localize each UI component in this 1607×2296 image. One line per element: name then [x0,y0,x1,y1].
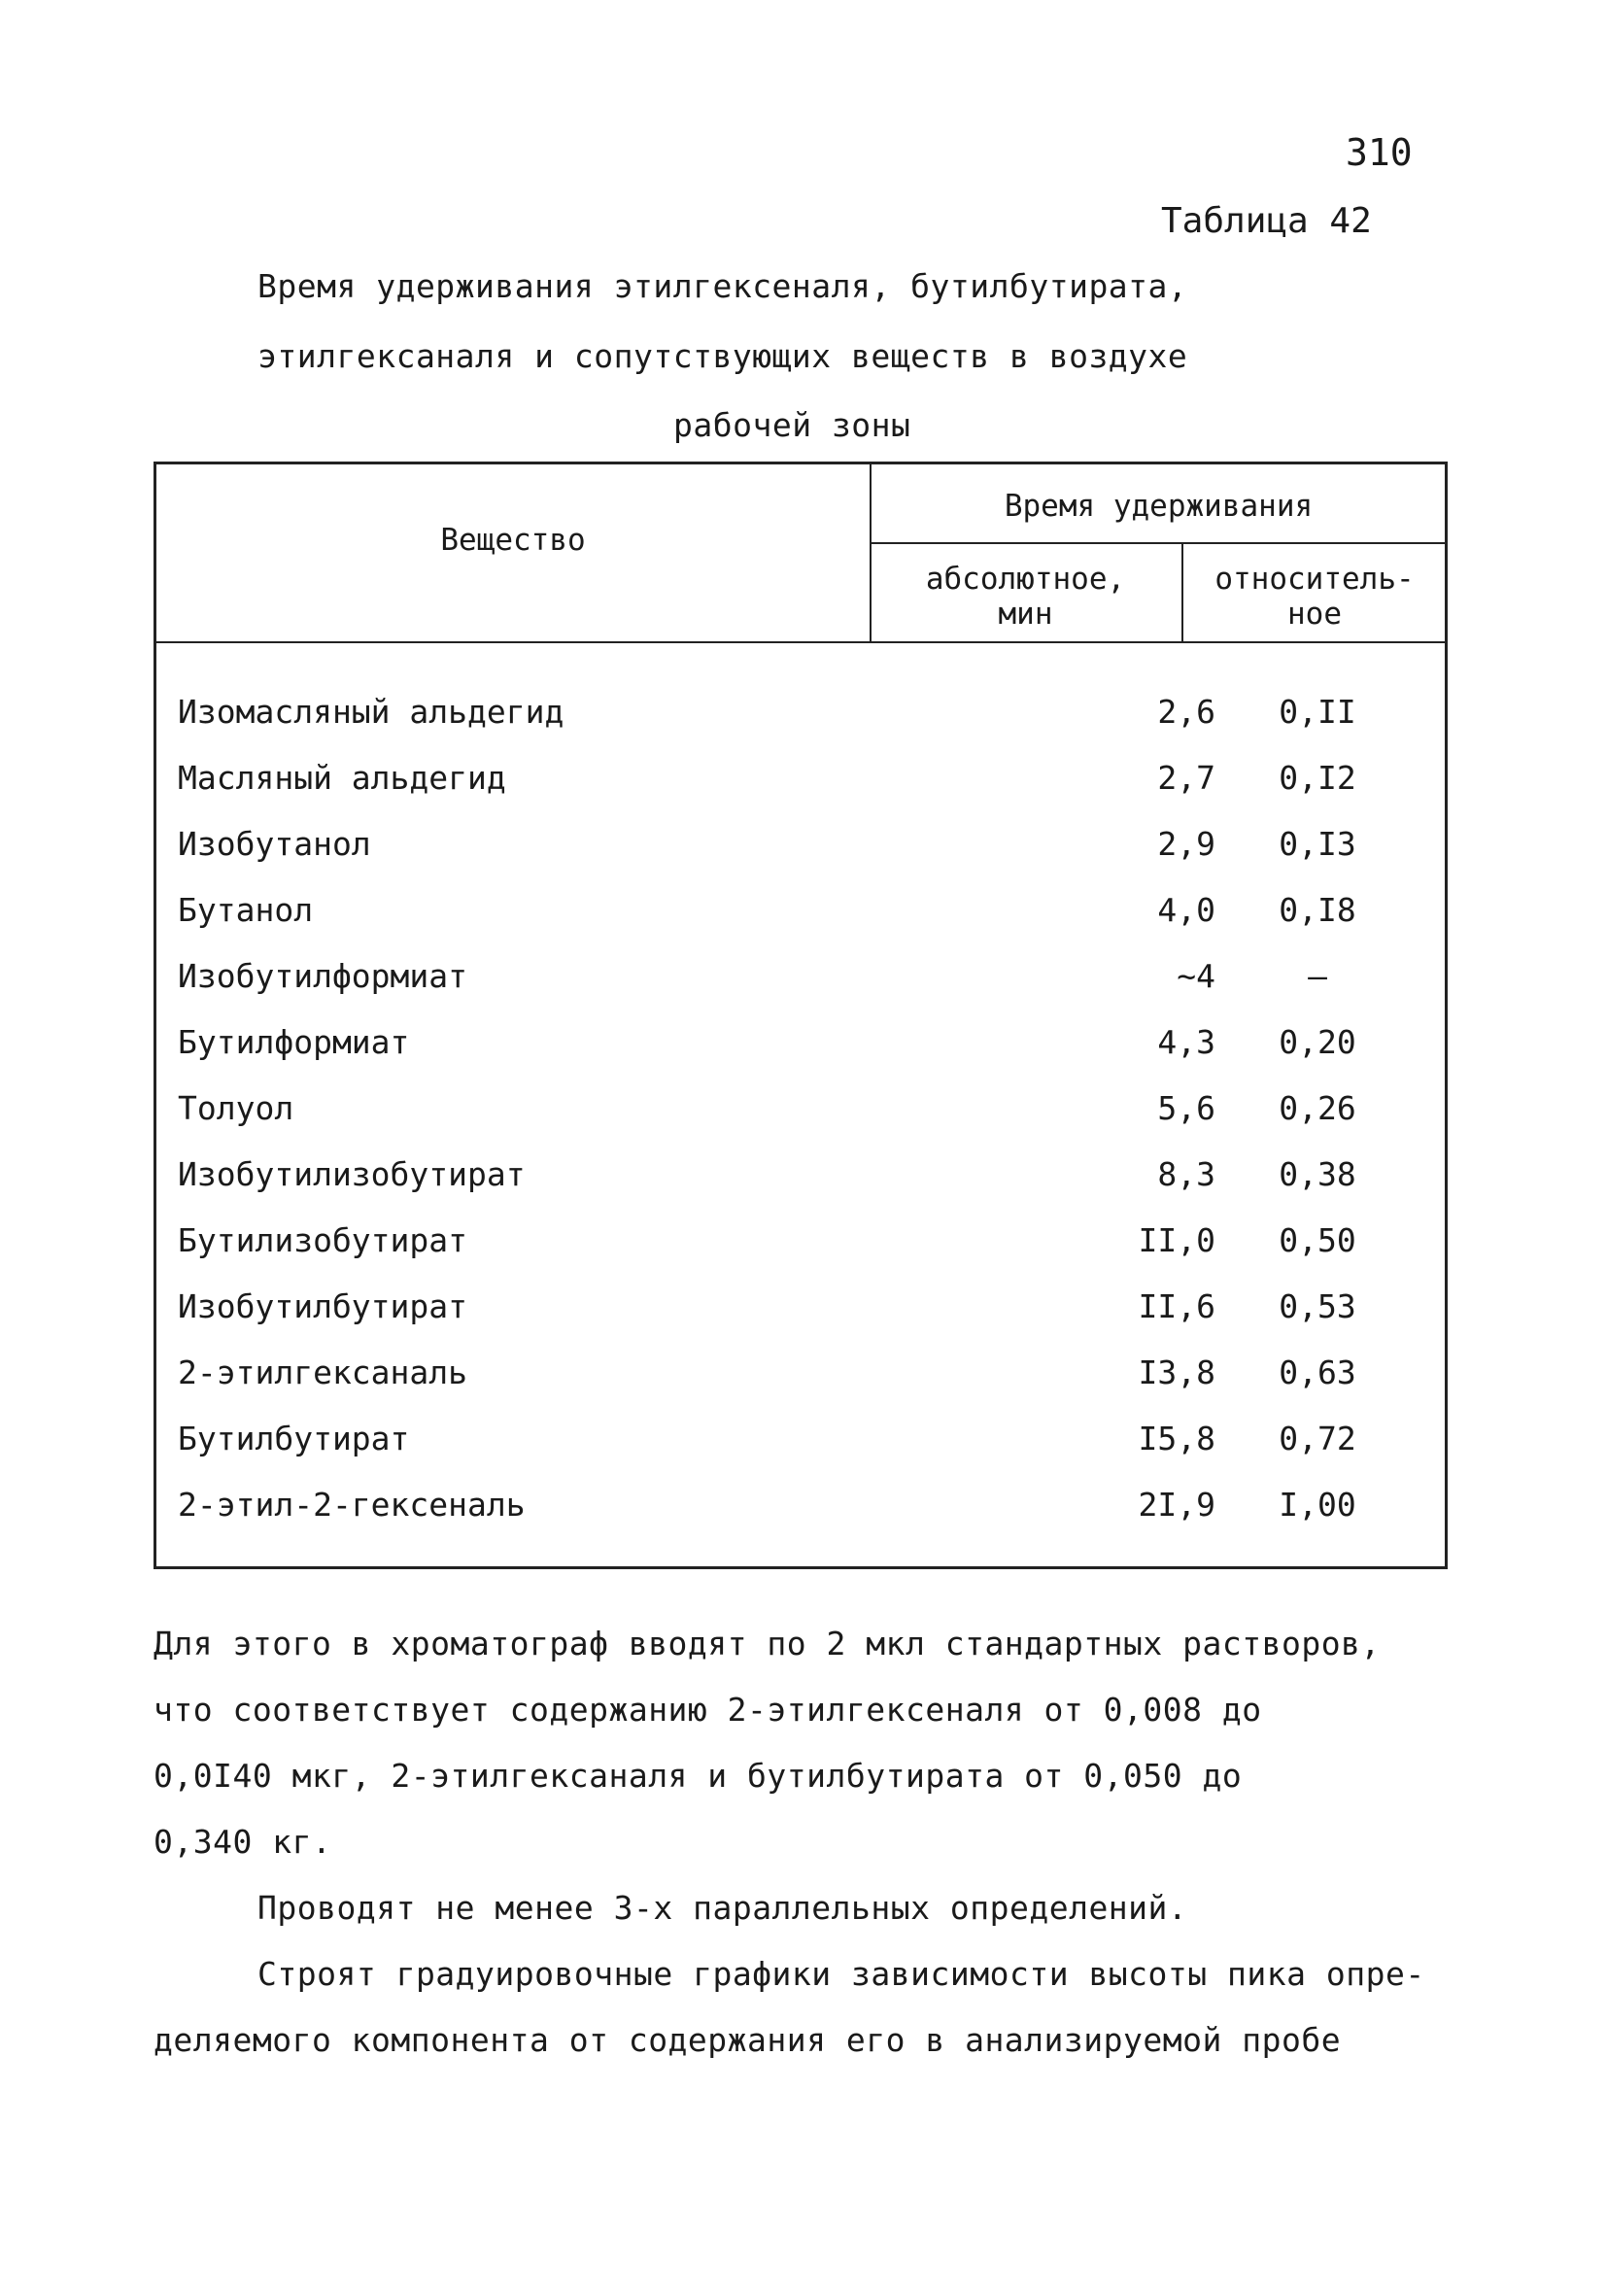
substance-name: Изобутилформиат [178,957,468,995]
substance-name: Изобутилизобутират [178,1155,526,1193]
substance-name: Бутилизобутират [178,1221,468,1259]
relative-time: 0,20 [1279,1023,1356,1061]
substance-name: Бутанол [178,891,314,929]
absolute-time: I3,8 [1138,1354,1215,1391]
body-paragraph-line: 0,0I40 мкг, 2-этилгексаналя и бутилбутирата от 0,050 до [154,1757,1243,1795]
absolute-time: 2I,9 [1138,1486,1215,1524]
header-divider [870,542,1448,544]
column-header-relative-line-2: ное [1287,597,1342,632]
absolute-time: II,0 [1138,1221,1215,1259]
table-label: Таблица 42 [1161,201,1372,241]
page-number: 310 [1346,131,1413,174]
absolute-time: II,6 [1138,1287,1215,1325]
absolute-time: 2,9 [1157,825,1215,863]
column-header-retention-time: Время удерживания [1004,489,1314,524]
substance-name: 2-этил-2-гексеналь [178,1486,526,1524]
substance-name: Изобутилбутират [178,1287,468,1325]
relative-time: 0,I2 [1279,759,1356,797]
substance-name: Изомасляный альдегид [178,693,564,731]
substance-name: Изобутанол [178,825,371,863]
relative-time: 0,53 [1279,1287,1356,1325]
column-header-relative-line-1: относитель- [1214,562,1415,597]
relative-time: 0,63 [1279,1354,1356,1391]
body-paragraph-line: Проводят не менее 3-х параллельных определений. [257,1889,1188,1927]
relative-time: 0,26 [1279,1089,1356,1127]
relative-time: 0,72 [1279,1420,1356,1457]
header-divider [156,641,1448,643]
absolute-time: 8,3 [1157,1155,1215,1193]
table-caption-line-1: Время удерживания этилгексеналя, бутилбутирата, [257,267,1188,305]
column-header-substance: Вещество [440,523,586,558]
absolute-time: 5,6 [1157,1089,1215,1127]
absolute-time: 4,3 [1157,1023,1215,1061]
body-paragraph-line: деляемого компонента от содержания его в анализируемой пробе [154,2021,1342,2059]
relative-time: 0,I3 [1279,825,1356,863]
relative-time: – [1308,957,1327,995]
column-header-relative [1181,562,1448,632]
table-caption-line-2: этилгексаналя и сопутствующих веществ в воздухе [257,337,1188,375]
column-header-absolute [870,562,1181,632]
absolute-time: ~4 [1177,957,1215,995]
substance-name: Толуол [178,1089,294,1127]
column-header-absolute-line-2: мин [998,597,1053,632]
body-paragraph-line: Для этого в хроматограф вводят по 2 мкл стандартных растворов, [154,1625,1381,1662]
substance-name: Бутилбутират [178,1420,410,1457]
absolute-time: 2,7 [1157,759,1215,797]
relative-time: 0,38 [1279,1155,1356,1193]
absolute-time: 4,0 [1157,891,1215,929]
substance-name: Бутилформиат [178,1023,410,1061]
column-header-absolute-line-1: абсолютное, [925,562,1126,597]
absolute-time: I5,8 [1138,1420,1215,1457]
relative-time: 0,50 [1279,1221,1356,1259]
substance-name: 2-этилгексаналь [178,1354,468,1391]
absolute-time: 2,6 [1157,693,1215,731]
body-paragraph-line: Строят градуировочные графики зависимости высоты пика опре- [257,1955,1425,1993]
body-paragraph-line: 0,340 кг. [154,1823,332,1861]
table-caption-line-3: рабочей зоны [673,406,911,444]
retention-time-table [154,462,1448,1569]
relative-time: 0,I8 [1279,891,1356,929]
relative-time: I,00 [1279,1486,1356,1524]
substance-name: Масляный альдегид [178,759,506,797]
body-paragraph-line: что соответствует содержанию 2-этилгексеналя от 0,008 до [154,1691,1262,1729]
relative-time: 0,II [1279,693,1356,731]
